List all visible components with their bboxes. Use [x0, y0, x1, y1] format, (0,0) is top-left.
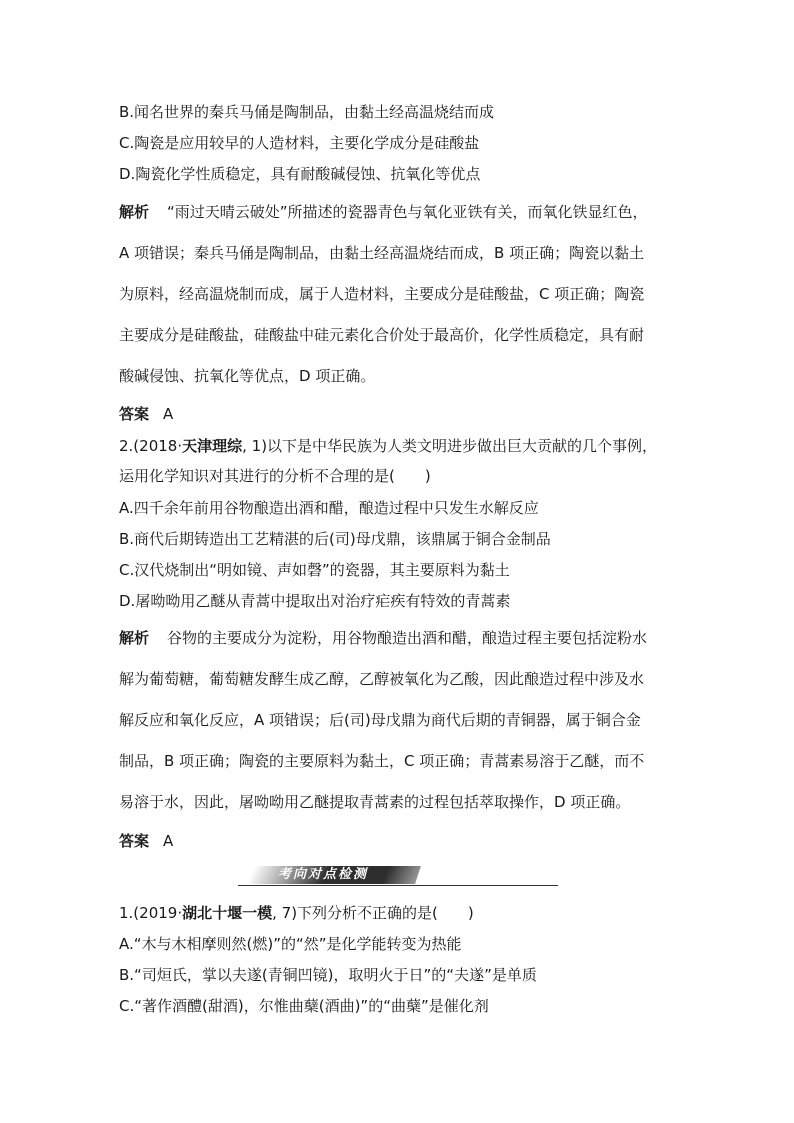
analysis-tag: 解析	[119, 629, 150, 647]
option-c-text: C.汉代烧制出“明如镜、声如磬”的瓷器，其主要原料为黏土	[119, 561, 510, 579]
answer-value: A	[163, 832, 174, 850]
option-d-text: D.陶瓷化学性质稳定，具有耐酸碱侵蚀、抗氧化等优点	[119, 165, 481, 183]
answer-line	[119, 831, 173, 851]
analysis-line: 解析 谷物的主要成分为淀粉，用谷物酿造出酒和醋，酿造过程主要包括淀粉水	[119, 629, 648, 647]
option-c-text: C.“著作酒醴(甜酒)，尔惟曲蘖(酒曲)”的“曲蘖”是催化剂	[119, 997, 489, 1015]
analysis-line: 解为葡萄糖，葡萄糖发酵生成乙醇，乙醇被氧化为乙酸，因此酿造过程中涉及水	[119, 670, 645, 688]
option-a-text: A.四千余年前用谷物酿造出酒和醋，酿造过程中只发生水解反应	[119, 499, 539, 517]
option-b-text: B.“司烜氏，掌以夫遂(青铜凹镜)，取明火于日”的“夫遂”是单质	[119, 966, 537, 984]
analysis-line: 解析 “雨过天晴云破处”所描述的瓷器青色与氧化亚铁有关，而氧化铁显红色，	[119, 203, 648, 221]
option-b-text: B.闻名世界的秦兵马俑是陶制品，由黏土经高温烧结而成	[119, 103, 495, 121]
option-c-text: C.陶瓷是应用较早的人造材料，主要化学成分是硅酸盐	[119, 134, 480, 152]
option-d-text: D.屠呦呦用乙醚从青蒿中提取出对治疗疟疾有特效的青蒿素	[119, 592, 511, 610]
option-a-text: A.“木与木相摩则然(燃)”的“然”是化学能转变为热能	[119, 935, 462, 953]
answer-tag: 答案	[119, 405, 150, 423]
question-stem-line2: 运用化学知识对其进行的分析不合理的是( )	[119, 467, 431, 485]
section-banner	[238, 866, 558, 888]
answer-line	[119, 404, 173, 424]
option-b-text: B.商代后期铸造出工艺精湛的后(司)母戊鼎，该鼎属于铜合金制品	[119, 530, 551, 548]
banner-rule	[238, 885, 558, 886]
question-source: 天津理综	[182, 437, 243, 455]
banner-label: 考向对点检测	[278, 867, 369, 882]
question-stem: 2.(2018·天津理综, 1)以下是中华民族为人类文明进步做出巨大贡献的几个事例，	[119, 437, 658, 455]
analysis-line: 为原料，经高温烧制而成，属于人造材料，主要成分是硅酸盐，C 项正确；陶瓷	[119, 285, 645, 303]
analysis-line: 酸碱侵蚀、抗氧化等优点，D 项正确。	[119, 367, 376, 385]
answer-value: A	[163, 405, 174, 423]
analysis-line: 主要成分是硅酸盐，硅酸盐中硅元素化合价处于最高价，化学性质稳定，具有耐	[119, 326, 645, 344]
analysis-line: 解反应和氧化反应，A 项错误；后(司)母戊鼎为商代后期的青铜器，属于铜合金	[119, 711, 641, 729]
analysis-tag: 解析	[119, 203, 150, 221]
question-source: 湖北十堰一模	[182, 904, 273, 922]
answer-tag: 答案	[119, 832, 150, 850]
analysis-line: 易溶于水，因此，屠呦呦用乙醚提取青蒿素的过程包括萃取操作，D 项正确。	[119, 793, 631, 811]
analysis-line: 制品，B 项正确；陶瓷的主要原料为黏土，C 项正确；青蒿素易溶于乙醚，而不	[119, 752, 645, 770]
question-stem: 1.(2019·湖北十堰一模, 7)下列分析不正确的是( )	[119, 904, 474, 922]
analysis-line: A 项错误；秦兵马俑是陶制品，由黏土经高温烧结而成，B 项正确；陶瓷以黏土	[119, 244, 645, 262]
